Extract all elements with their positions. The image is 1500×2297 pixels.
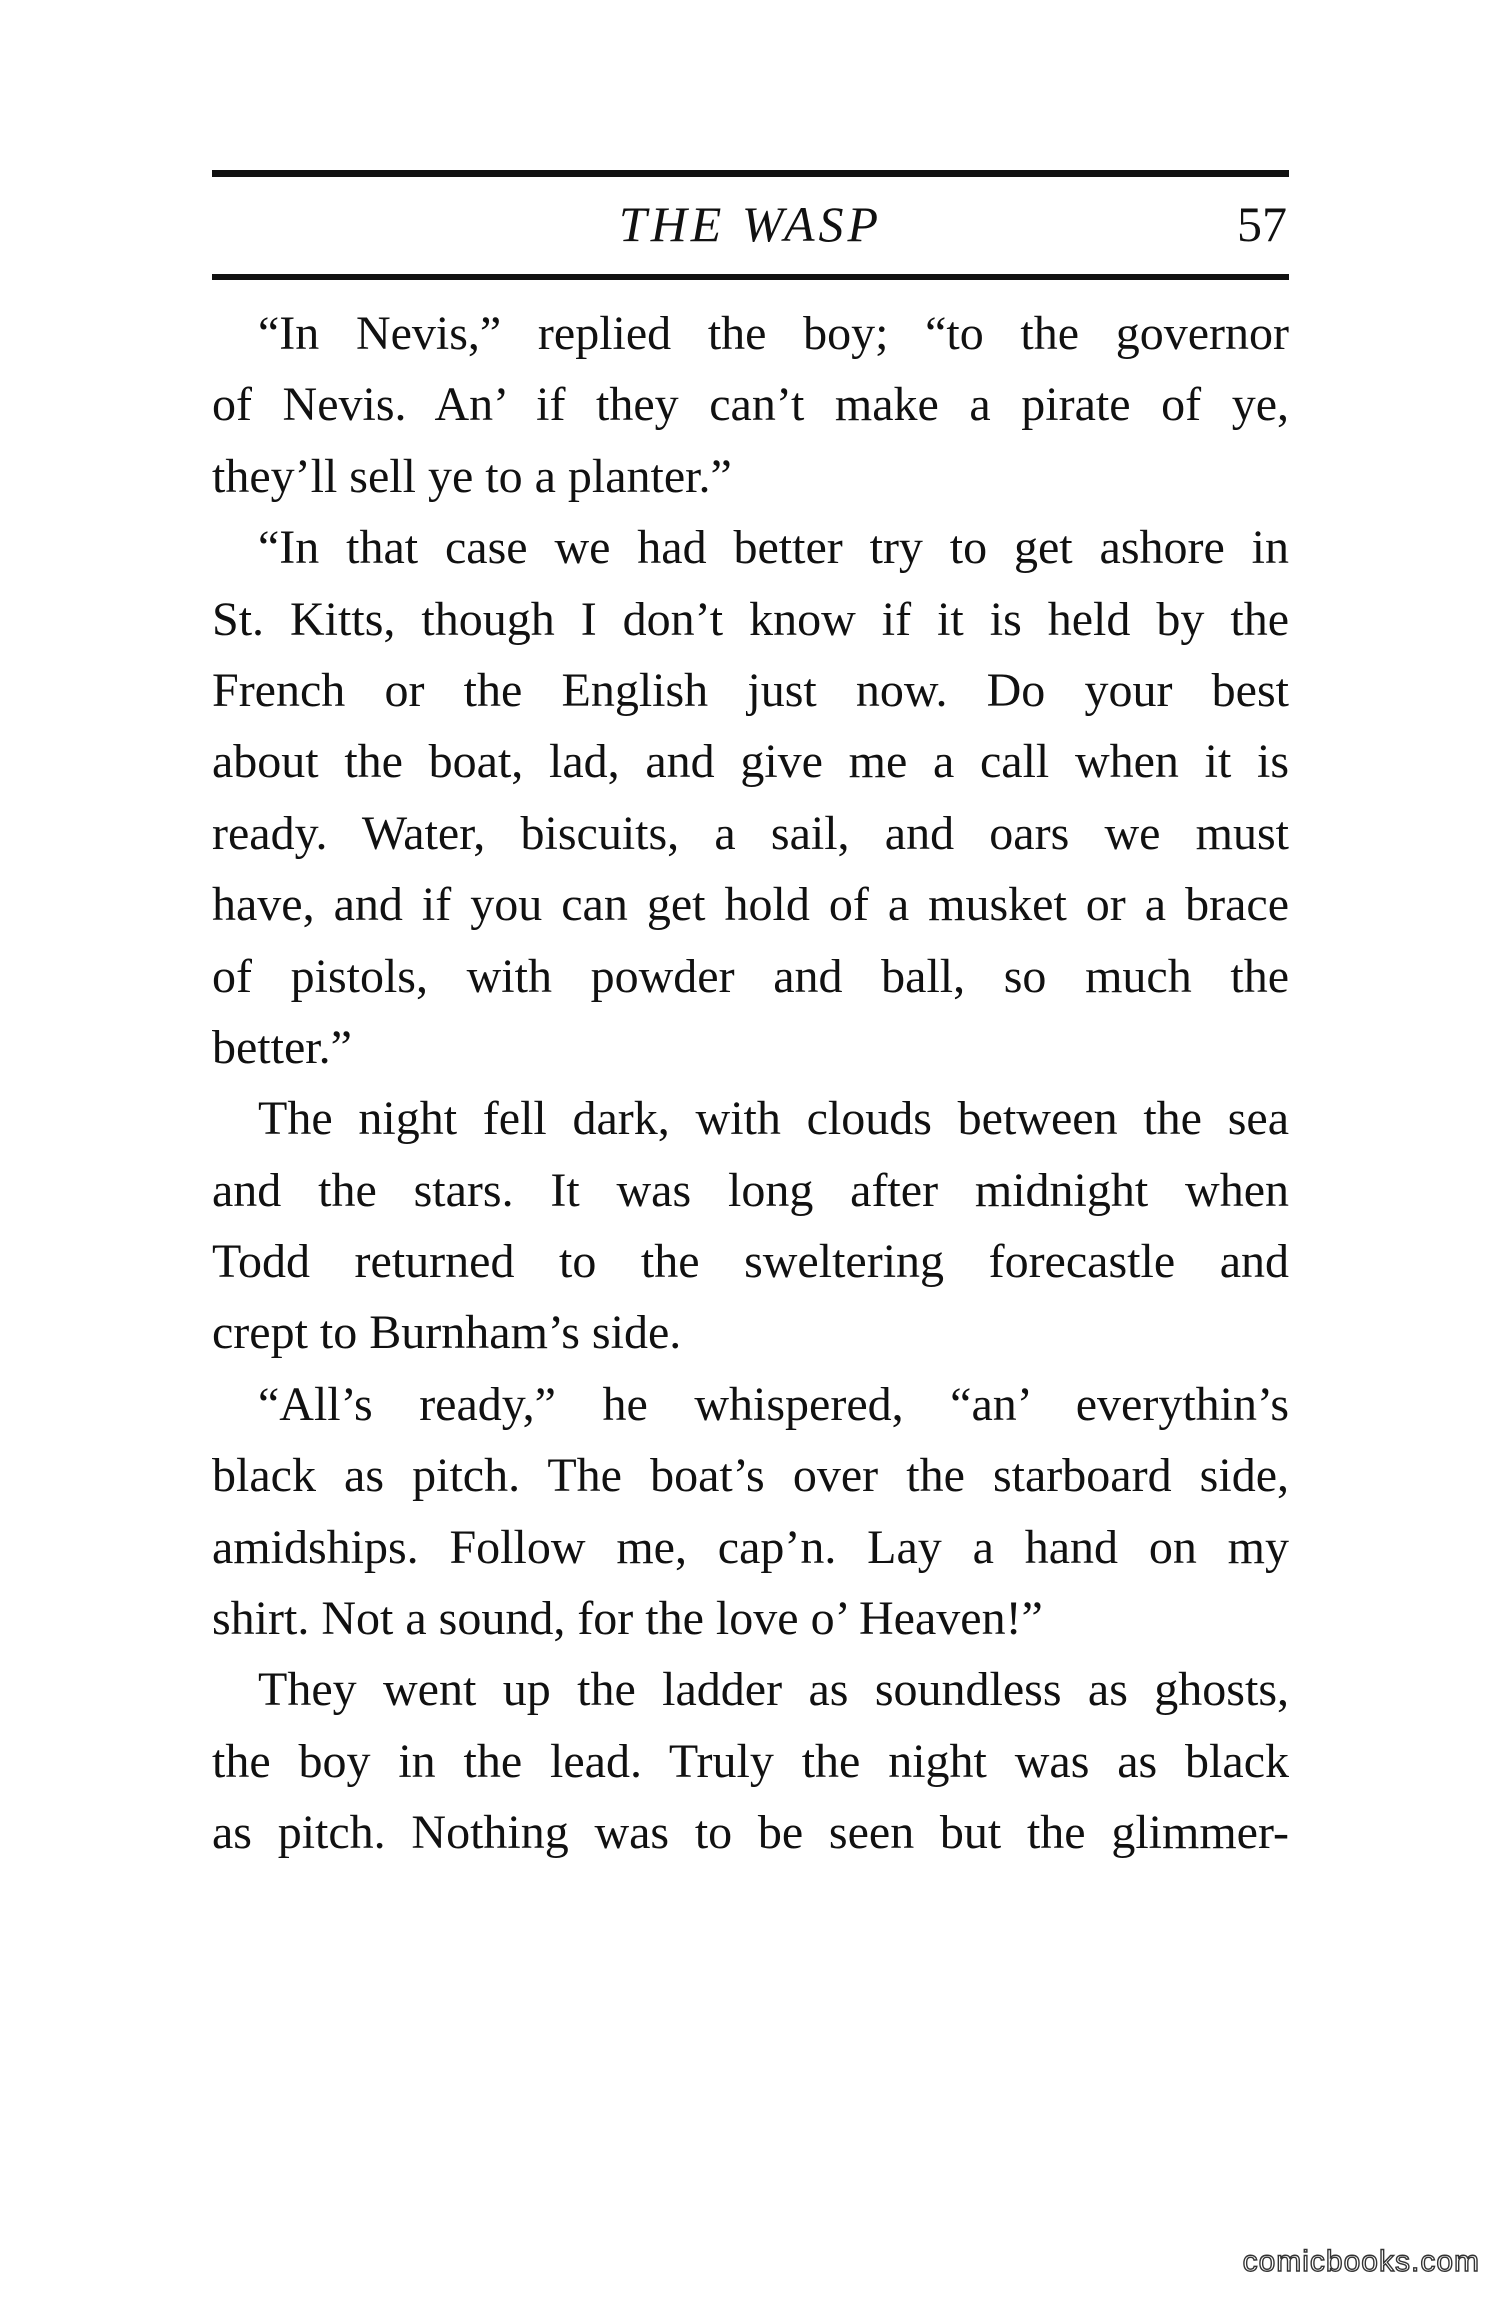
text-line: Todd returned to the sweltering forecastle and <box>212 1235 1289 1289</box>
text-line: as pitch. Nothing was to be seen but the glimmer- <box>212 1806 1289 1860</box>
text-line: St. Kitts, though I don’t know if it is held by the <box>212 592 1289 646</box>
text-line: French or the English just now. Do your best <box>212 663 1289 717</box>
text-line: “In Nevis,” replied the boy; “to the governor <box>258 307 1289 360</box>
text-line: shirt. Not a sound, for the love o’ Heaven!” <box>212 1592 1043 1646</box>
text-line: they’ll sell ye to a planter.” <box>212 449 732 503</box>
text-line: “All’s ready,” he whispered, “an’ everythin’s <box>258 1377 1289 1431</box>
text-line: the boy in the lead. Truly the night was as black <box>212 1734 1289 1788</box>
text-line: “In that case we had better try to get ashore in <box>258 521 1289 575</box>
text-line: and the stars. It was long after midnight when <box>212 1163 1289 1217</box>
header-rule-bottom <box>212 274 1289 280</box>
text-line: better.” <box>212 1020 352 1074</box>
text-line: amidships. Follow me, cap’n. Lay a hand on my <box>212 1520 1289 1574</box>
header-rule-top <box>212 170 1289 177</box>
page-number: 57 <box>1237 196 1287 252</box>
running-head <box>212 186 1289 266</box>
text-line: crept to Burnham’s side. <box>212 1306 682 1360</box>
text-line: of pistols, with powder and ball, so much the <box>212 949 1289 1003</box>
text-line: have, and if you can get hold of a musket or a brace <box>212 878 1289 932</box>
text-line: The night fell dark, with clouds between the sea <box>258 1092 1289 1146</box>
running-title: THE WASP <box>618 196 883 252</box>
text-line: black as pitch. The boat’s over the starboard side, <box>212 1449 1289 1503</box>
text-line: about the boat, lad, and give me a call when it is <box>212 735 1289 789</box>
body-text <box>212 298 1289 1869</box>
text-line: of Nevis. An’ if they can’t make a pirate of ye, <box>212 378 1289 432</box>
text-line: They went up the ladder as soundless as ghosts, <box>258 1663 1289 1717</box>
text-line: ready. Water, biscuits, a sail, and oars we must <box>212 806 1289 860</box>
watermark-logo: comicbooks.com <box>1242 2245 1480 2278</box>
